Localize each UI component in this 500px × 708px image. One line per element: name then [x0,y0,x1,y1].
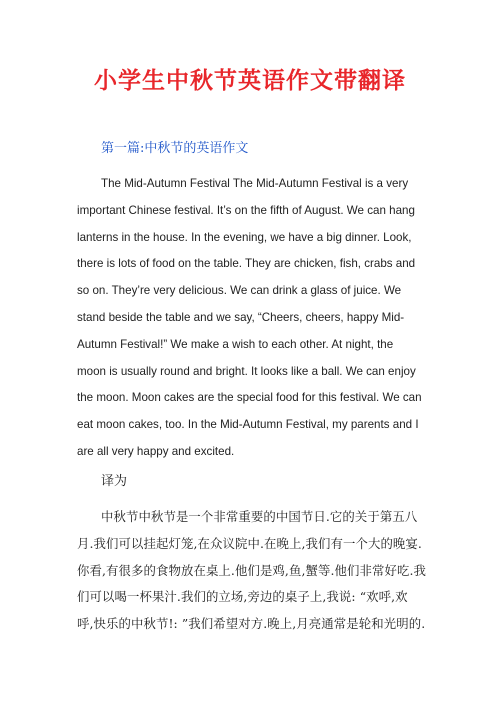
english-line: Autumn Festival!” We make a wish to each other. At night, the [77,337,394,351]
english-line: there is lots of food on the table. They are chicken, fish, crabs and [77,257,416,271]
english-line: so on. They’re very delicious. We can drink a glass of juice. We [77,284,402,298]
chinese-translation [77,504,429,638]
section-heading: 第一篇:中秋节的英语作文 [101,141,249,156]
english-line: moon is usually round and bright. It looks like a ball. We can enjoy [77,364,416,378]
english-line: the moon. Moon cakes are the special food for this festival. We can [77,391,422,405]
chinese-line: 呼,快乐的中秋节!: ”我们希望对方.晚上,月亮通常是轮和光明的. [77,616,426,632]
english-line: stand beside the table and we say, “Cheers, cheers, happy Mid- [77,310,405,324]
english-essay [77,171,429,466]
chinese-line: 们可以喝一杯果汁.我们的立场,旁边的桌子上,我说: “欢呼,欢 [77,589,408,605]
translation-label: 译为 [101,474,128,489]
page-title: 小学生中秋节英语作文带翻译 [94,68,406,94]
english-line: The Mid-Autumn Festival The Mid-Autumn Festival is a very [101,177,409,190]
english-line: lanterns in the house. In the evening, we have a big dinner. Look, [77,230,412,244]
english-line: important Chinese festival. It’s on the fifth of August. We can hang [77,203,415,217]
chinese-line: 月.我们可以挂起灯笼,在众议院中.在晚上,我们有一个大的晚宴. [77,535,422,551]
english-line: eat moon cakes, too. In the Mid-Autumn Festival, my parents and I [77,418,419,432]
english-line: are all very happy and excited. [77,444,235,458]
chinese-line: 你看,有很多的食物放在桌上.他们是鸡,鱼,蟹等.他们非常好吃.我 [77,562,426,578]
chinese-line: 中秋节中秋节是一个非常重要的中国节日.它的关于第五八 [101,509,418,524]
